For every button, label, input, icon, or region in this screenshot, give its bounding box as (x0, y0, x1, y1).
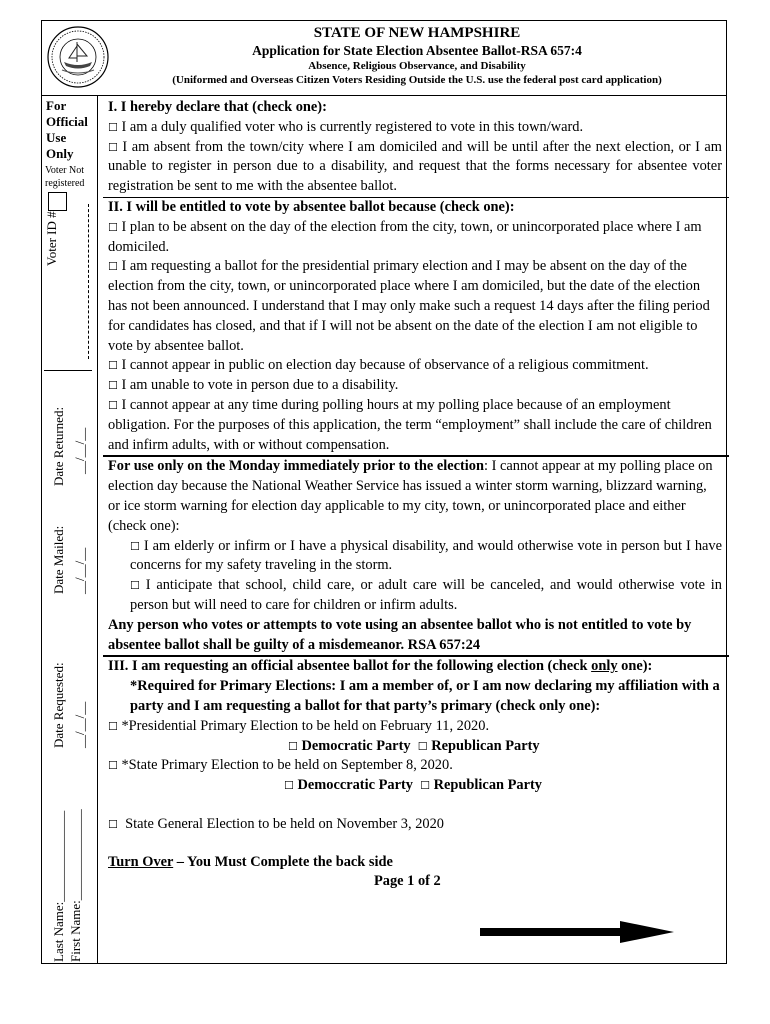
form-note: (Uniformed and Overseas Citizen Voters Residing Outside the U.S. use the federal post card application) (172, 74, 662, 86)
first-name-field[interactable]: First Name:______________ (68, 809, 83, 962)
page-number: Page 1 of 2 (374, 873, 441, 890)
sidebar-divider (44, 370, 92, 371)
checkbox[interactable]: ☐ (130, 579, 140, 593)
checkbox[interactable]: ☐ (108, 140, 118, 154)
checkbox[interactable]: ☐ (288, 739, 298, 753)
checkbox[interactable]: ☐ (130, 539, 140, 553)
voter-id-line (88, 204, 89, 359)
section-2-heading: II. I will be entitled to vote by absentee ballot because (check one): (108, 198, 515, 215)
form-frame (41, 20, 727, 964)
presidential-democratic-label: Democratic Party (301, 737, 411, 754)
right-arrow-icon (480, 921, 674, 943)
voter-id-label: Voter ID # (44, 211, 59, 266)
checkbox[interactable]: ☐ (108, 817, 118, 831)
form-title: Application for State Election Absentee Ballot-RSA 657:4 (252, 43, 582, 58)
state-primary-option: ☐ *State Primary Election to be held on September 8, 2020. (108, 757, 453, 774)
section-2-option-presidential: ☐ I am requesting a ballot for the presidential primary election and I may be absent on the day of the election from the city, town, or unincorporated place where I am domiciled, but the date of the election has not been announced. I understand that I may only make such a request 14 days after the filing period for candidates has closed, and that if I will not be absent on the date of the election I am not eligible to vote by absentee ballot. (108, 258, 710, 354)
presidential-party-options (108, 737, 722, 757)
monday-option-care: ☐ I anticipate that school, child care, or adult care will be canceled, and would otherwise vote in person but will need to care for children or infirm adults. (130, 577, 722, 613)
date-mailed-label: Date Mailed: (51, 525, 66, 594)
state-republican-label: Republican Party (433, 777, 542, 794)
section-1-option-absent: ☐ I am absent from the town/city where I am domiciled and will be until after the next election, or I am unable to register in person due to a disability, and request that the forms necessary for absentee voter registration be sent to me with the absentee ballot. (108, 138, 722, 195)
section-2-option-disability: ☐ I am unable to vote in person due to a disability. (108, 377, 399, 394)
checkbox[interactable]: ☐ (108, 759, 118, 773)
date-returned-field[interactable]: __/__/__ (72, 427, 87, 474)
checkbox[interactable]: ☐ (417, 739, 428, 753)
presidential-republican-label: Republican Party (431, 737, 540, 754)
official-use-sidebar (42, 96, 98, 963)
checkbox[interactable]: ☐ (108, 719, 118, 733)
form-header (42, 21, 726, 96)
state-seal-icon (47, 26, 109, 88)
section-2-option-religious: ☐ I cannot appear in public on election day because of observance of a religious commitment. (108, 357, 649, 374)
state-democratic-label: Democcratic Party (297, 777, 413, 794)
state-name: STATE OF NEW HAMPSHIRE (313, 25, 521, 41)
date-mailed-field[interactable]: __/__/__ (72, 547, 87, 594)
voter-not-registered-label: Voter Not registered (45, 165, 85, 189)
section-1-heading: I. I hereby declare that (check one): (108, 99, 327, 115)
section-2-option-absent: ☐ I plan to be absent on the day of the election from the city, town, or unincorporated place where I am domiciled. (108, 218, 702, 255)
form-subtitle: Absence, Religious Observance, and Disability (308, 60, 526, 72)
voter-not-registered-checkbox[interactable] (48, 192, 67, 211)
checkbox[interactable]: ☐ (108, 120, 118, 134)
date-returned-label: Date Returned: (51, 406, 66, 486)
monday-option-elderly: ☐ I am elderly or infirm or I have a physical disability, and would otherwise vote in person but I have concerns for my safety traveling in the storm. (130, 537, 722, 574)
monday-weather-statement: For use only on the Monday immediately prior to the election: I cannot appear at my polling place on election day because the National Weather Service has issued a winter storm warning, blizzard warning, or ice storm warning for election day applicable to my city, town, or unincorporated place and either (check one): (108, 458, 713, 534)
general-election-option: ☐ State General Election to be held on November 3, 2020 (108, 815, 444, 832)
official-use-label: For Official Use Only (46, 98, 88, 161)
last-name-field[interactable]: Last Name:______________ (51, 810, 66, 962)
checkbox[interactable]: ☐ (108, 260, 118, 274)
state-party-options (108, 776, 722, 796)
checkbox[interactable]: ☐ (284, 779, 294, 793)
date-requested-field[interactable]: __/__/__ (72, 701, 87, 748)
turn-over-note: Turn Over – You Must Complete the back side (108, 853, 393, 870)
primary-requirement-note: *Required for Primary Elections: I am a member of, or I am now declaring my affiliation with a party and I am requesting a ballot for that party’s primary (check only one): (130, 678, 720, 714)
misdemeanor-warning: Any person who votes or attempts to vote using an absentee ballot who is not entitled to vote by absentee ballot shall be guilty of a misdemeanor. RSA 657:24 (108, 616, 692, 653)
checkbox[interactable]: ☐ (108, 220, 118, 234)
checkbox[interactable]: ☐ (420, 779, 431, 793)
section-3-heading: III. I am requesting an official absentee ballot for the following election (check only one): (108, 658, 653, 675)
presidential-primary-option: ☐ *Presidential Primary Election to be held on February 11, 2020. (108, 717, 490, 734)
checkbox[interactable]: ☐ (108, 379, 118, 393)
date-requested-label: Date Requested: (51, 662, 66, 748)
section-2-option-employment: ☐ I cannot appear at any time during polling hours at my polling place because of an employment obligation. For the purposes of this application, the term “employment” shall include the care of children and infirm adults, with or without compensation. (108, 396, 712, 453)
section-1-option-registered: ☐ I am a duly qualified voter who is currently registered to vote in this town/ward. (108, 118, 584, 135)
checkbox[interactable]: ☐ (108, 359, 118, 373)
form-content (108, 98, 722, 892)
checkbox[interactable]: ☐ (108, 398, 118, 412)
